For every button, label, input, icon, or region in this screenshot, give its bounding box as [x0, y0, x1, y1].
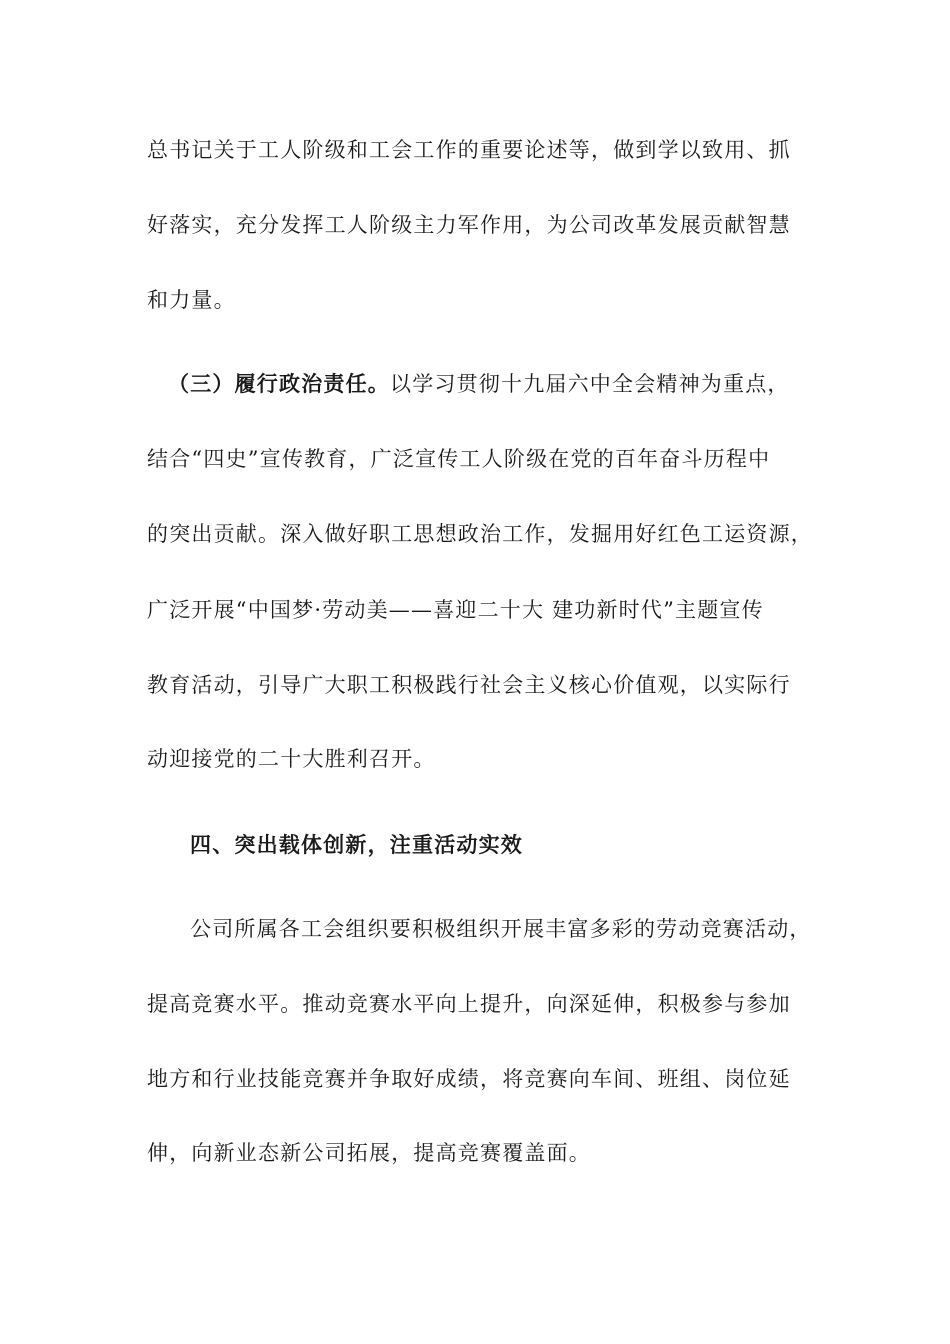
- paragraph-line: 好落实，充分发挥工人阶级主力军作用，为公司改革发展贡献智慧: [147, 213, 791, 237]
- paragraph-line: 的突出贡献。深入做好职工思想政治工作，发掘用好红色工运资源，: [147, 522, 813, 546]
- paragraph-line: 广泛开展“中国梦·劳动美——喜迎二十大 建功新时代”主题宣传: [147, 598, 764, 622]
- subsection-3-line: [168, 370, 828, 398]
- section-heading: 四、突出载体创新，注重活动实效: [190, 832, 523, 857]
- paragraph-line: 动迎接党的二十大胜利召开。: [147, 747, 436, 771]
- paragraph-line: 地方和行业技能竞赛并争取好成绩，将竞赛向车间、班组、岗位延: [147, 1067, 791, 1091]
- subsection-text: 以学习贯彻十九届六中全会精神为重点，: [390, 372, 790, 396]
- paragraph-line: 结合“四史”宣传教育，广泛宣传工人阶级在党的百年奋斗历程中: [147, 447, 771, 471]
- paragraph-line: 教育活动，引导广大职工积极践行社会主义核心价值观，以实际行: [147, 673, 791, 697]
- paragraph-line: 公司所属各工会组织要积极组织开展丰富多彩的劳动竞赛活动，: [190, 917, 812, 941]
- paragraph-line: 伸，向新业态新公司拓展，提高竞赛覆盖面。: [147, 1141, 591, 1165]
- paragraph-line: 提高竞赛水平。推动竞赛水平向上提升，向深延伸，积极参与参加: [147, 992, 791, 1016]
- paragraph-line: 总书记关于工人阶级和工会工作的重要论述等，做到学以致用、抓: [147, 138, 791, 162]
- paragraph-line: 和力量。: [147, 288, 236, 312]
- subsection-heading: （三）履行政治责任。: [168, 371, 390, 396]
